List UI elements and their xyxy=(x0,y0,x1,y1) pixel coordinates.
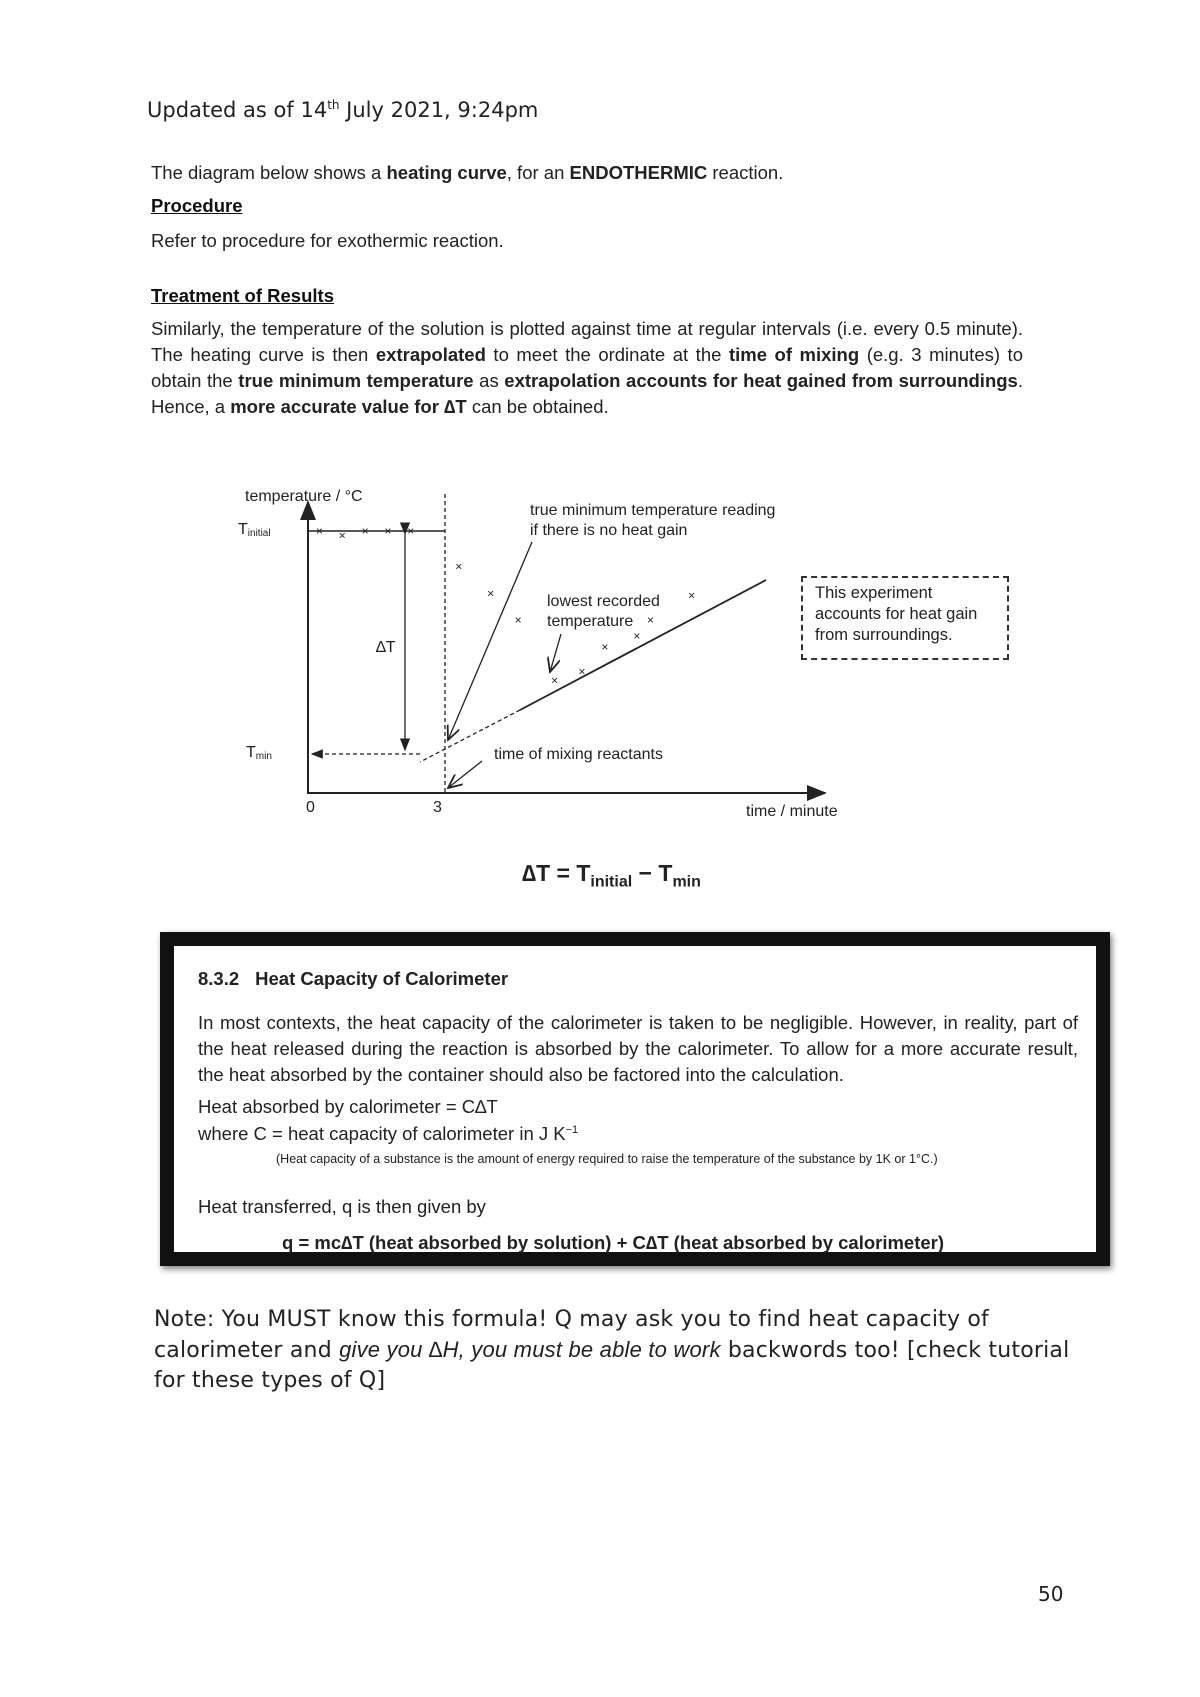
intro-bold-heating-curve: heating curve xyxy=(386,162,507,183)
y-label-t-initial: Tinitial xyxy=(238,521,271,539)
callout-line-1: This experiment xyxy=(815,584,933,602)
callout-line-2: accounts for heat gain xyxy=(815,605,978,623)
intro-text-3: reaction. xyxy=(707,162,784,183)
intro-paragraph xyxy=(151,160,1023,186)
header-date-sup: th xyxy=(327,98,340,112)
data-point-2-2: × xyxy=(601,639,609,654)
section-paragraph: In most contexts, the heat capacity of the calorimeter is taken to be negligible. However, in reality, part of the heat released during the reaction is absorbed by the calorimeter. To allow for a more accurate result, the heat absorbed by the container should also be factored into the calculation. xyxy=(198,1012,1078,1085)
data-point-1-1: × xyxy=(487,586,495,601)
data-point-2-3: × xyxy=(633,628,641,643)
data-point-0-0: × xyxy=(315,524,323,538)
section-line-2 xyxy=(198,1123,1078,1145)
data-point-2-4: × xyxy=(647,613,655,628)
data-point-1-2: × xyxy=(514,613,522,628)
data-point-2-1: × xyxy=(578,664,586,679)
treatment-heading-text: Treatment of Results xyxy=(151,285,334,306)
data-point-0-4: × xyxy=(407,524,415,538)
x-tick-3: 3 xyxy=(433,799,442,816)
data-point-1-0: × xyxy=(455,559,463,574)
note-part-c: backwords too! [check tutorial for these types of Q] xyxy=(154,1338,1070,1393)
eq-mid: − T xyxy=(632,860,673,886)
eq-sub-initial: initial xyxy=(590,873,633,891)
data-point-0-1: × xyxy=(338,528,346,543)
note-part-b: give you ∆H, you must be able to work xyxy=(339,1337,721,1362)
annotation-mixing-arrow xyxy=(448,761,482,788)
annotation-lowest-line1: lowest recorded xyxy=(547,593,660,610)
y-axis-title: temperature / °C xyxy=(245,488,363,505)
note-part-a: Note: You MUST know this formula! Q may ask you to find heat capacity of calorimeter and xyxy=(154,1307,990,1363)
data-point-0-2: × xyxy=(361,524,369,538)
annotation-lowest-arrow xyxy=(550,634,561,672)
x-axis-title: time / minute xyxy=(746,803,838,820)
x-tick-0: 0 xyxy=(306,799,315,816)
eq-lhs: ∆T = T xyxy=(522,860,591,886)
treatment-b5: more accurate value for ∆T xyxy=(230,396,467,417)
treatment-t1: Similarly, the temperature of the solution is plotted against time at regular intervals (i.e. every 0.5 minute). The heating curve is then xyxy=(151,318,1023,365)
data-point-2-0: × xyxy=(551,673,559,688)
delta-t-label: ∆T xyxy=(376,639,396,656)
procedure-heading xyxy=(151,193,1023,219)
section-number: 8.3.2 xyxy=(198,968,240,989)
treatment-t5: . Hence, a xyxy=(151,370,1023,417)
intro-text-1: The diagram below shows a xyxy=(151,162,387,183)
section-line-2-sup: −1 xyxy=(565,1123,579,1136)
heat-capacity-section-box xyxy=(160,932,1110,1266)
y-label-t-min: Tmin xyxy=(246,744,272,762)
section-line-2-text: where C = heat capacity of calorimeter in J K xyxy=(198,1123,566,1144)
treatment-b2: time of mixing xyxy=(728,344,860,365)
header-date xyxy=(147,98,538,122)
header-date-prefix: Updated as of 14 xyxy=(147,98,328,122)
procedure-heading-text: Procedure xyxy=(151,195,243,216)
annotation-true-min-line2: if there is no heat gain xyxy=(530,522,688,539)
treatment-b4: extrapolation accounts for heat gained from surroundings xyxy=(504,370,1018,391)
treatment-t6: can be obtained. xyxy=(466,396,609,417)
treatment-b3: true minimum temperature xyxy=(238,370,474,391)
section-line-1: Heat absorbed by calorimeter = C∆T xyxy=(198,1096,498,1117)
callout-text xyxy=(815,583,1005,646)
header-date-suffix: July 2021, 9:24pm xyxy=(339,98,539,122)
treatment-b1: extrapolated xyxy=(375,344,486,365)
treatment-t3: (e.g. 3 minutes) to obtain the xyxy=(151,344,1023,391)
annotation-mixing: time of mixing reactants xyxy=(494,746,663,763)
treatment-t2: to meet the ordinate at the xyxy=(485,344,729,365)
data-point-2-5: × xyxy=(688,588,696,603)
note-paragraph xyxy=(154,1305,1084,1396)
page-number: 50 xyxy=(1038,1582,1064,1606)
callout-line-3: from surroundings. xyxy=(815,626,953,644)
delta-t-equation xyxy=(522,860,701,892)
treatment-t4: as xyxy=(473,370,505,391)
intro-bold-endothermic: ENDOTHERMIC xyxy=(569,162,708,183)
annotation-lowest-line2: temperature xyxy=(547,613,634,630)
section-small-note: (Heat capacity of a substance is the amount of energy required to raise the temperature of the substance by 1K or 1°C.) xyxy=(276,1152,938,1166)
intro-text-2: , for an xyxy=(506,162,570,183)
annotation-true-min-line1: true minimum temperature reading xyxy=(530,502,776,519)
treatment-paragraph xyxy=(151,316,1023,420)
eq-sub-min: min xyxy=(672,873,701,891)
procedure-text: Refer to procedure for exothermic reaction. xyxy=(151,230,504,251)
section-heading xyxy=(198,968,1078,990)
section-line-3: Heat transferred, q is then given by xyxy=(198,1196,486,1217)
section-formula: q = mc∆T (heat absorbed by solution) + C∆T (heat absorbed by calorimeter) xyxy=(282,1232,945,1253)
section-title: Heat Capacity of Calorimeter xyxy=(255,968,509,989)
data-point-0-3: × xyxy=(384,524,392,538)
treatment-heading xyxy=(151,283,1023,309)
